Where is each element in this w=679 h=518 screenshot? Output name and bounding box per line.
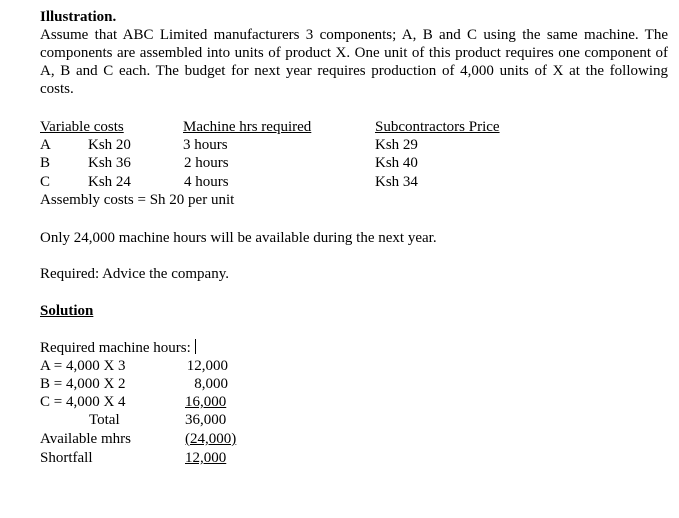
illustration-heading: Illustration. <box>40 9 117 25</box>
calc-line-c-value: 16,000 <box>185 394 227 410</box>
row-a-price: Ksh 29 <box>375 137 418 153</box>
header-subcontractors: Subcontractors Price <box>375 119 500 135</box>
row-c-hours: 4 hours <box>184 174 229 190</box>
total-label: Total <box>89 412 120 428</box>
row-a-hours: 3 hours <box>183 137 228 153</box>
row-c-component: C <box>40 174 51 190</box>
total-value: 36,000 <box>185 412 227 428</box>
header-machine-hrs: Machine hrs required <box>183 119 312 135</box>
calc-line-c-label: C = 4,000 X 4 <box>40 394 126 410</box>
text-cursor <box>195 339 196 354</box>
calc-line-a-label: A = 4,000 X 3 <box>40 358 126 374</box>
row-c-price: Ksh 34 <box>375 174 418 190</box>
available-label: Available mhrs <box>40 431 131 447</box>
solution-subheading-line <box>40 339 196 357</box>
assembly-costs: Assembly costs = Sh 20 per unit <box>40 192 235 208</box>
illustration-paragraph: Assume that ABC Limited manufacturers 3 components; A, B and C using the same machine. The components are assembled into units of product X. One unit of this product requires one component of A, B and C each. The budget for next year requires production of 4,000 units of X at the following costs. <box>40 27 668 97</box>
available-value: (24,000) <box>185 431 237 447</box>
required-note: Required: Advice the company. <box>40 266 229 282</box>
calc-line-a-value: 12,000 <box>186 358 228 374</box>
calc-line-b-value: 8,000 <box>194 376 228 392</box>
row-a-component: A <box>40 137 51 153</box>
row-b-cost: Ksh 36 <box>88 155 131 171</box>
row-b-hours: 2 hours <box>184 155 229 171</box>
solution-heading: Solution <box>40 303 94 319</box>
shortfall-label: Shortfall <box>40 450 93 466</box>
row-a-cost: Ksh 20 <box>88 137 131 153</box>
calc-line-b-label: B = 4,000 X 2 <box>40 376 126 392</box>
shortfall-value: 12,000 <box>185 450 227 466</box>
solution-subheading: Required machine hours: <box>40 340 191 356</box>
row-c-cost: Ksh 24 <box>88 174 131 190</box>
header-variable-costs: Variable costs <box>40 119 124 135</box>
row-b-price: Ksh 40 <box>375 155 418 171</box>
row-b-component: B <box>40 155 51 171</box>
availability-note: Only 24,000 machine hours will be available during the next year. <box>40 230 437 246</box>
